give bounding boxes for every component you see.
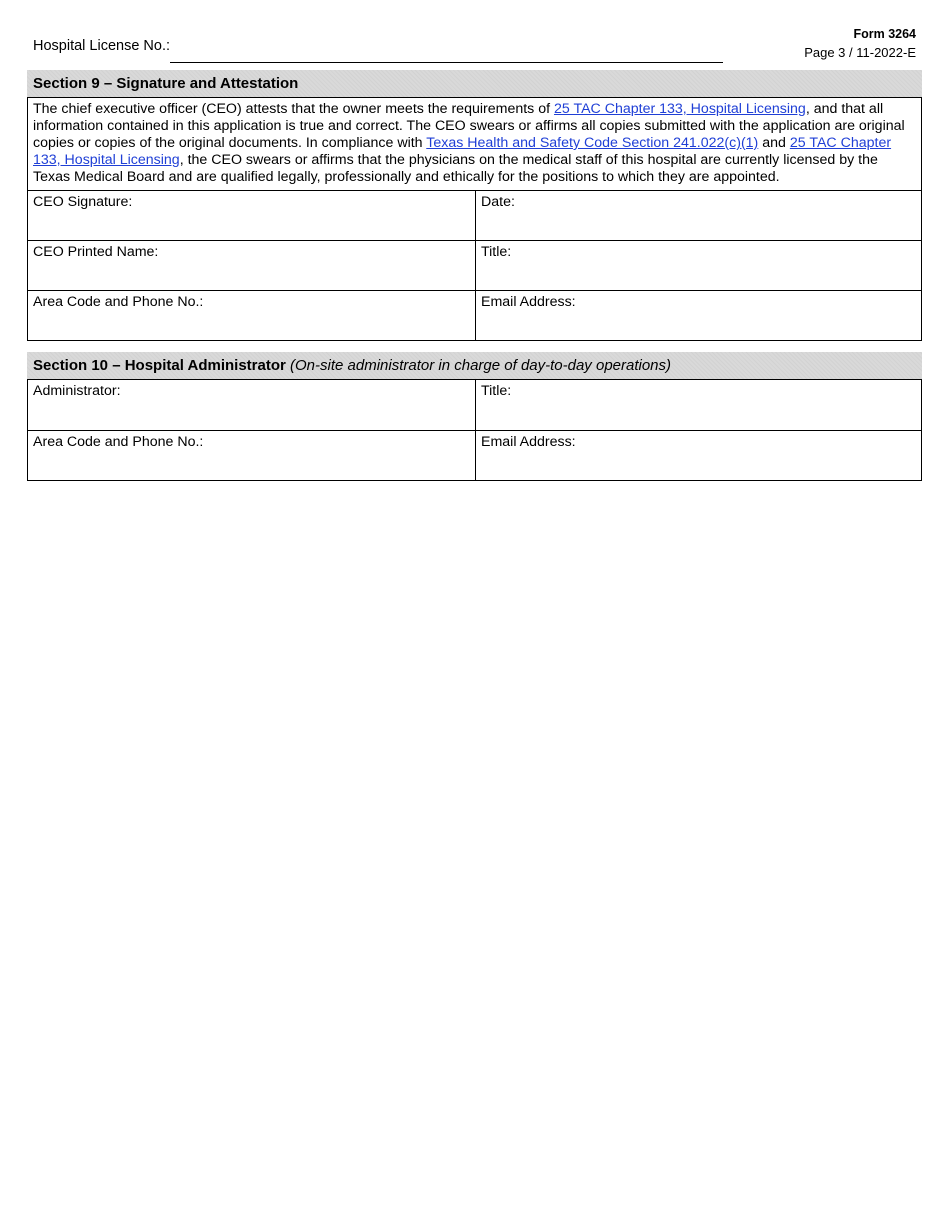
ceo-title-field[interactable]: [475, 241, 921, 290]
ceo-signature-label: CEO Signature:: [33, 194, 133, 210]
administrator-phone-label: Area Code and Phone No.:: [33, 434, 204, 450]
administrator-email-label: Email Address:: [481, 434, 576, 450]
date-label: Date:: [481, 194, 515, 210]
ceo-signature-field[interactable]: [28, 191, 475, 240]
ceo-printed-name-field[interactable]: [28, 241, 475, 290]
ceo-title-label: Title:: [481, 244, 512, 260]
form-number: Form 3264: [853, 27, 916, 41]
section-9-title: Section 9 – Signature and Attestation: [33, 75, 299, 92]
ceo-email-label: Email Address:: [481, 294, 576, 310]
section-10-box: [27, 379, 922, 481]
administrator-phone-field[interactable]: [28, 431, 475, 480]
ceo-name-row: [28, 240, 921, 290]
ceo-phone-field[interactable]: [28, 291, 475, 340]
section-10-title: Section 10 – Hospital Administrator: [33, 357, 286, 374]
administrator-row: [28, 380, 921, 430]
section-10: [27, 352, 922, 481]
ceo-email-field[interactable]: [475, 291, 921, 340]
section-9-header: [27, 70, 922, 97]
attestation-text-4: , the CEO swears or affirms that the physicians on the medical staff of this hospital are currently licensed by the Texas Medical Board and are qualified legally, professionally and ethically for the positions to which they are appointed.: [33, 152, 878, 185]
date-field[interactable]: [475, 191, 921, 240]
link-25-tac-chapter-133-second[interactable]: 25 TAC Chapter 133, Hospital Licensing: [33, 135, 892, 168]
ceo-contact-row: [28, 290, 921, 340]
hospital-license-label: Hospital License No.:: [33, 38, 171, 54]
administrator-title-field[interactable]: [475, 380, 921, 430]
administrator-field[interactable]: [28, 380, 475, 430]
section-10-subtitle: (On-site administrator in charge of day-to-day operations): [290, 357, 672, 374]
section-10-header: [27, 352, 922, 379]
hospital-license-input[interactable]: [170, 62, 723, 63]
page-info: Page 3 / 11-2022-E: [804, 45, 916, 60]
attestation-text-3: and: [758, 135, 790, 151]
link-25-tac-chapter-133[interactable]: 25 TAC Chapter 133, Hospital Licensing: [553, 101, 806, 117]
attestation-text-2: , and that all information contained in this application is true and correct. The CEO swears or affirms all copies submitted with the application are original copies or copies of the original documents. In compliance with: [33, 101, 905, 151]
section-9-box: [27, 97, 922, 341]
administrator-email-field[interactable]: [475, 431, 921, 480]
link-health-safety-code[interactable]: Texas Health and Safety Code Section 241.022(c)(1): [426, 135, 759, 151]
administrator-contact-row: [28, 430, 921, 480]
attestation-text-1: The chief executive officer (CEO) attests that the owner meets the requirements of: [33, 101, 554, 117]
administrator-title-label: Title:: [481, 383, 512, 399]
attestation-paragraph: [28, 98, 921, 190]
administrator-label: Administrator:: [33, 383, 121, 399]
section-9: [27, 70, 922, 341]
ceo-printed-name-label: CEO Printed Name:: [33, 244, 159, 260]
ceo-signature-row: [28, 190, 921, 240]
ceo-phone-label: Area Code and Phone No.:: [33, 294, 204, 310]
